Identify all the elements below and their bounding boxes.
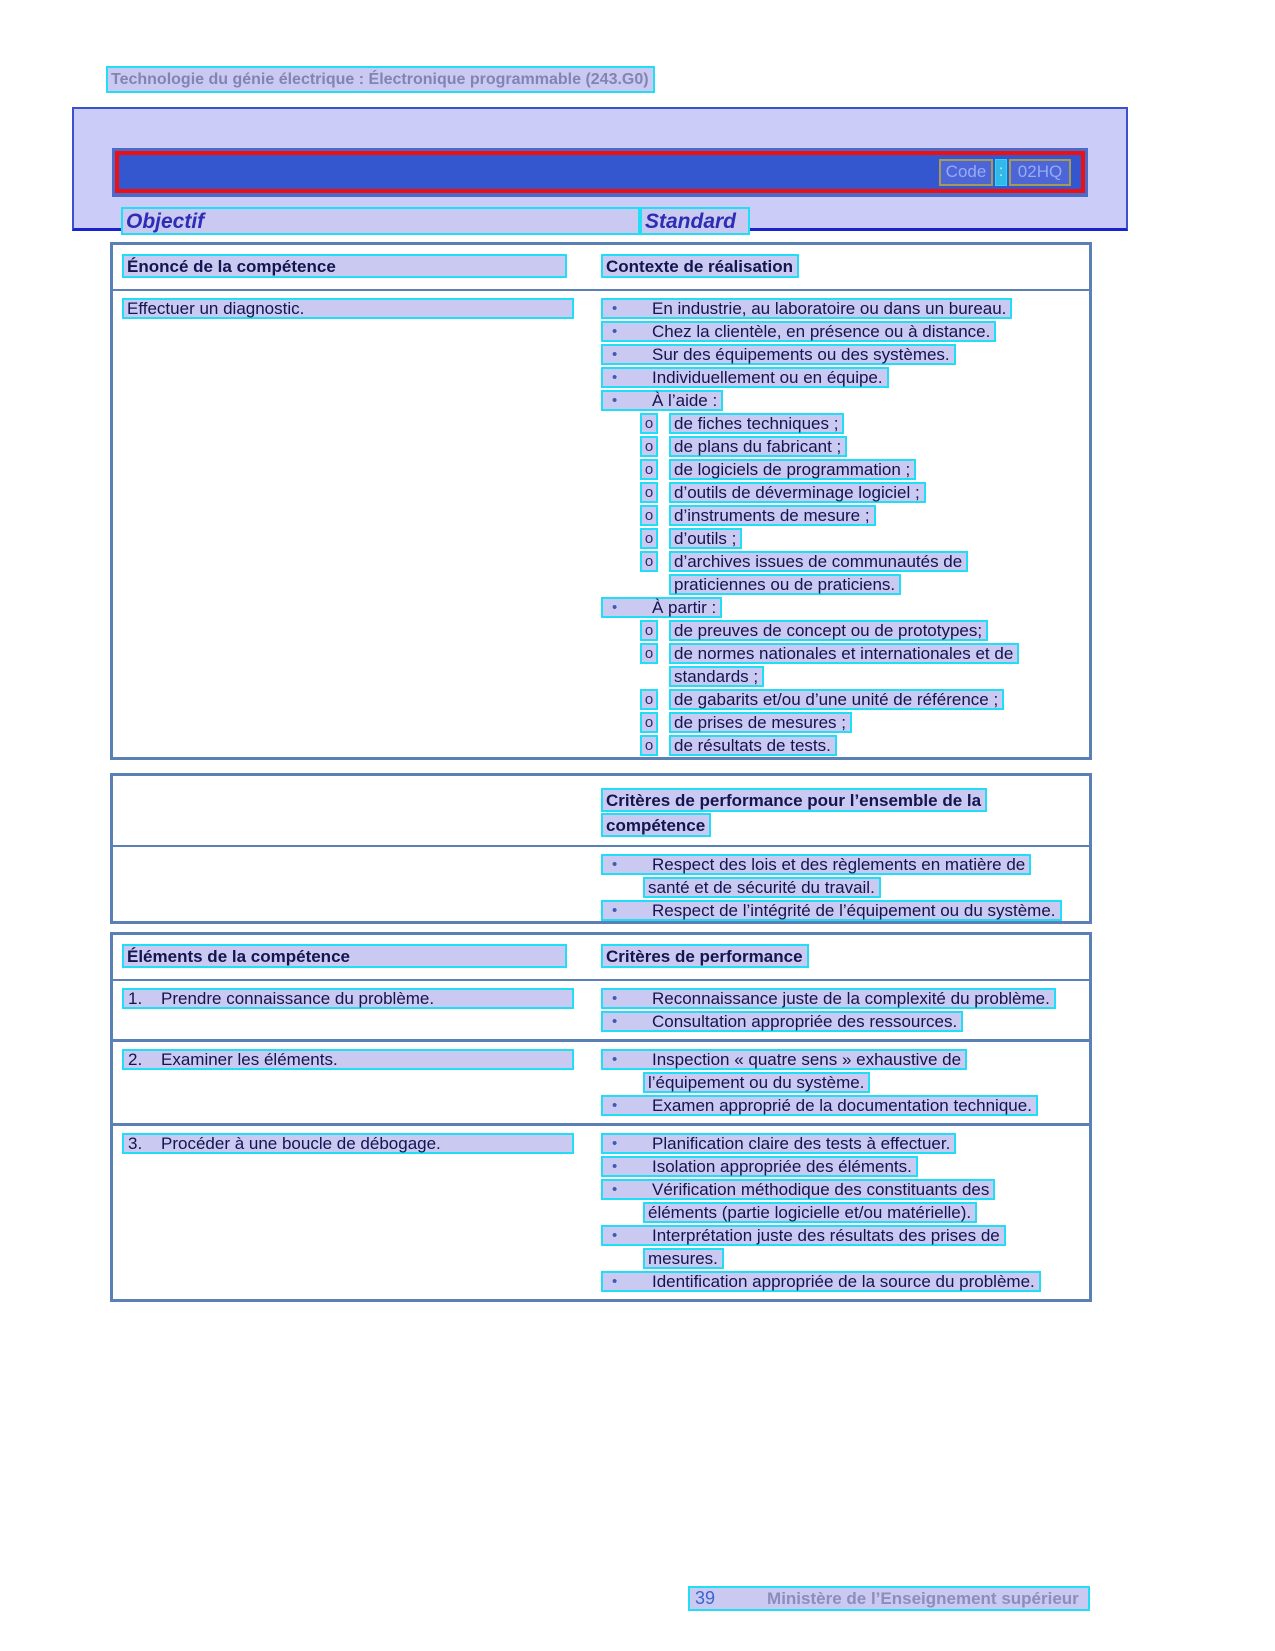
table3-row-1	[113, 981, 1089, 1039]
bullet-icon: •	[612, 369, 618, 386]
list-item	[601, 987, 1089, 1010]
list-item-text: de preuves de concept ou de prototypes;	[669, 620, 988, 641]
circle-bullet-icon: o	[640, 712, 658, 733]
highlight-box	[601, 597, 722, 618]
list-item-text: Chez la clientèle, en présence ou à distance.	[652, 322, 991, 341]
table-elements-criteres	[110, 932, 1092, 1302]
list-item-text: Consultation appropriée des ressources.	[652, 1012, 958, 1031]
sub-list-item	[601, 688, 1089, 711]
section-heading-objectif: Objectif	[121, 207, 640, 235]
circle-bullet-icon: o	[640, 459, 658, 480]
table3-row1-right-cell	[601, 981, 1089, 1039]
element-label: Examiner les éléments.	[161, 1050, 338, 1069]
code-colon: :	[995, 159, 1007, 186]
element-label: Procéder à une boucle de débogage.	[161, 1134, 441, 1153]
document-header-title: Technologie du génie électrique : Électronique programmable (243.G0)	[106, 66, 655, 93]
circle-bullet-icon: o	[640, 482, 658, 503]
list-item	[601, 899, 1089, 922]
table-criteres-ensemble	[110, 773, 1092, 924]
list-item	[601, 389, 1089, 412]
table2-header-line2: compétence	[601, 813, 711, 837]
list-item-text: santé et de sécurité du travail.	[643, 877, 881, 898]
list-item-text: Respect des lois et des règlements en matière de	[652, 855, 1026, 874]
table3-row2-right-cell	[601, 1042, 1089, 1123]
table1-col1-header: Énoncé de la compétence	[122, 254, 567, 278]
circle-bullet-icon: o	[640, 505, 658, 526]
list-item	[601, 1010, 1089, 1033]
table1-body-row	[113, 291, 1089, 763]
list-item-text: de résultats de tests.	[669, 735, 837, 756]
list-item	[601, 1132, 1089, 1155]
list-item-text: de fiches techniques ;	[669, 413, 844, 434]
sub-list-item	[601, 458, 1089, 481]
list-item	[601, 1094, 1089, 1117]
list-item-text: standards ;	[669, 666, 764, 687]
list-item	[601, 1178, 1089, 1201]
highlight-box	[601, 321, 996, 342]
highlight-box	[601, 344, 956, 365]
table2-body-row	[113, 847, 1089, 928]
sub-list-item	[601, 619, 1089, 642]
table2-left-cell	[113, 847, 601, 854]
table1-header-row	[113, 245, 1089, 289]
title-banner-inner	[115, 151, 1085, 193]
bullet-icon: •	[612, 856, 618, 873]
table2-header-line1: Critères de performance pour l’ensemble de la	[601, 788, 987, 812]
bullet-icon: •	[612, 1181, 618, 1198]
list-item-text: d’archives issues de communautés de	[669, 551, 968, 572]
circle-bullet-icon: o	[640, 551, 658, 572]
bullet-icon: •	[612, 1013, 618, 1030]
element-item	[122, 1049, 574, 1070]
list-item-text: Planification claire des tests à effectuer.	[652, 1134, 951, 1153]
element-item	[122, 1133, 574, 1154]
bullet-icon: •	[612, 902, 618, 919]
section-heading-standard: Standard	[640, 207, 750, 235]
highlight-box	[601, 1095, 1038, 1116]
bullet-icon: •	[612, 1227, 618, 1244]
highlight-box	[601, 1011, 963, 1032]
list-item	[601, 366, 1089, 389]
highlight-box	[601, 298, 1012, 319]
page-footer	[688, 1586, 1090, 1611]
sub-list-item	[601, 734, 1089, 757]
continuation-line	[601, 573, 1089, 596]
element-number: 3.	[128, 1134, 143, 1153]
sub-list-item	[601, 527, 1089, 550]
table3-row2-left-cell	[113, 1042, 601, 1070]
list-item-text: d’instruments de mesure ;	[669, 505, 876, 526]
list-item-text: de gabarits et/ou d’une unité de référence ;	[669, 689, 1004, 710]
bullet-icon: •	[612, 1135, 618, 1152]
table3-col2-header: Critères de performance	[601, 944, 809, 968]
page-number: 39	[695, 1588, 716, 1608]
list-item	[601, 1270, 1089, 1293]
list-item-text: de plans du fabricant ;	[669, 436, 847, 457]
list-item-text: d’outils ;	[669, 528, 742, 549]
highlight-box	[601, 367, 889, 388]
list-item-text: de logiciels de programmation ;	[669, 459, 916, 480]
footer-ministry-text: Ministère de l’Enseignement supérieur	[767, 1589, 1079, 1608]
circle-bullet-icon: o	[640, 689, 658, 710]
list-item-text: Interprétation juste des résultats des prises de	[652, 1226, 1000, 1245]
highlight-box	[601, 1271, 1041, 1292]
bullet-icon: •	[612, 990, 618, 1007]
table3-col1-header: Éléments de la compétence	[122, 944, 567, 968]
list-item-text: Respect de l’intégrité de l’équipement ou du système.	[652, 901, 1056, 920]
table3-row-2	[113, 1042, 1089, 1123]
table1-right-cell	[601, 291, 1089, 763]
list-item	[601, 853, 1089, 876]
circle-bullet-icon: o	[640, 643, 658, 664]
sub-list-item	[601, 711, 1089, 734]
highlight-box	[601, 900, 1062, 921]
list-item-text: Reconnaissance juste de la complexité du problème.	[652, 989, 1050, 1008]
sub-list-item	[601, 412, 1089, 435]
list-item-text: l’équipement ou du système.	[643, 1072, 870, 1093]
list-item-text: À partir :	[652, 598, 717, 617]
highlight-box	[601, 1156, 918, 1177]
element-label: Prendre connaissance du problème.	[161, 989, 435, 1008]
sub-list-item	[601, 504, 1089, 527]
continuation-line	[601, 1201, 1089, 1224]
table3-row-3	[113, 1126, 1089, 1299]
sub-list-item	[601, 435, 1089, 458]
highlight-box	[601, 1049, 967, 1070]
circle-bullet-icon: o	[640, 528, 658, 549]
element-number: 2.	[128, 1050, 143, 1069]
list-item-text: En industrie, au laboratoire ou dans un bureau.	[652, 299, 1007, 318]
highlight-box	[601, 1179, 995, 1200]
list-item	[601, 320, 1089, 343]
element-number: 1.	[128, 989, 143, 1008]
list-item	[601, 343, 1089, 366]
continuation-line	[601, 876, 1089, 899]
continuation-line	[601, 665, 1089, 688]
bullet-icon: •	[612, 1097, 618, 1114]
list-item-text: Identification appropriée de la source du problème.	[652, 1272, 1035, 1291]
list-item	[601, 297, 1089, 320]
circle-bullet-icon: o	[640, 436, 658, 457]
circle-bullet-icon: o	[640, 735, 658, 756]
bullet-icon: •	[612, 599, 618, 616]
table1-left-cell	[113, 291, 601, 319]
list-item-text: de normes nationales et internationales et de	[669, 643, 1019, 664]
circle-bullet-icon: o	[640, 620, 658, 641]
continuation-line	[601, 1247, 1089, 1270]
table2-right-cell	[601, 847, 1089, 928]
competence-statement: Effectuer un diagnostic.	[122, 298, 574, 319]
bullet-icon: •	[612, 1273, 618, 1290]
sub-list-item	[601, 642, 1089, 665]
list-item-text: À l’aide :	[652, 391, 718, 410]
list-item-text: Individuellement ou en équipe.	[652, 368, 883, 387]
bullet-icon: •	[612, 392, 618, 409]
list-item	[601, 1155, 1089, 1178]
list-item-text: d’outils de déverminage logiciel ;	[669, 482, 926, 503]
list-item	[601, 1048, 1089, 1071]
list-item	[601, 1224, 1089, 1247]
table1-col2-header: Contexte de réalisation	[601, 254, 799, 278]
bullet-icon: •	[612, 1051, 618, 1068]
list-item-text: Sur des équipements ou des systèmes.	[652, 345, 950, 364]
code-value: 02HQ	[1009, 159, 1071, 186]
table3-header-row	[113, 935, 1089, 979]
list-item-text: Vérification méthodique des constituants des	[652, 1180, 990, 1199]
table3-row1-left-cell	[113, 981, 601, 1009]
list-item-text: éléments (partie logicielle et/ou matérielle).	[643, 1202, 977, 1223]
bullet-icon: •	[612, 1158, 618, 1175]
table-enonce-contexte	[110, 242, 1092, 760]
list-item-text: Inspection « quatre sens » exhaustive de	[652, 1050, 962, 1069]
list-item	[601, 596, 1089, 619]
sub-list-item	[601, 550, 1089, 573]
table2-header-row	[113, 776, 1089, 845]
table3-row3-left-cell	[113, 1126, 601, 1154]
element-item	[122, 988, 574, 1009]
list-item-text: praticiennes ou de praticiens.	[669, 574, 901, 595]
circle-bullet-icon: o	[640, 413, 658, 434]
highlight-box	[601, 988, 1056, 1009]
title-banner	[112, 148, 1088, 197]
list-item-text: de prises de mesures ;	[669, 712, 852, 733]
list-item-text: mesures.	[643, 1248, 724, 1269]
highlight-box	[601, 1225, 1006, 1246]
highlight-box	[601, 1133, 956, 1154]
table3-row3-right-cell	[601, 1126, 1089, 1299]
code-label: Code	[939, 159, 993, 186]
bullet-icon: •	[612, 300, 618, 317]
list-item-text: Isolation appropriée des éléments.	[652, 1157, 912, 1176]
list-item-text: Examen approprié de la documentation technique.	[652, 1096, 1032, 1115]
sub-list-item	[601, 481, 1089, 504]
bullet-icon: •	[612, 346, 618, 363]
highlight-box	[601, 854, 1031, 875]
continuation-line	[601, 1071, 1089, 1094]
bullet-icon: •	[612, 323, 618, 340]
highlight-box	[601, 390, 723, 411]
